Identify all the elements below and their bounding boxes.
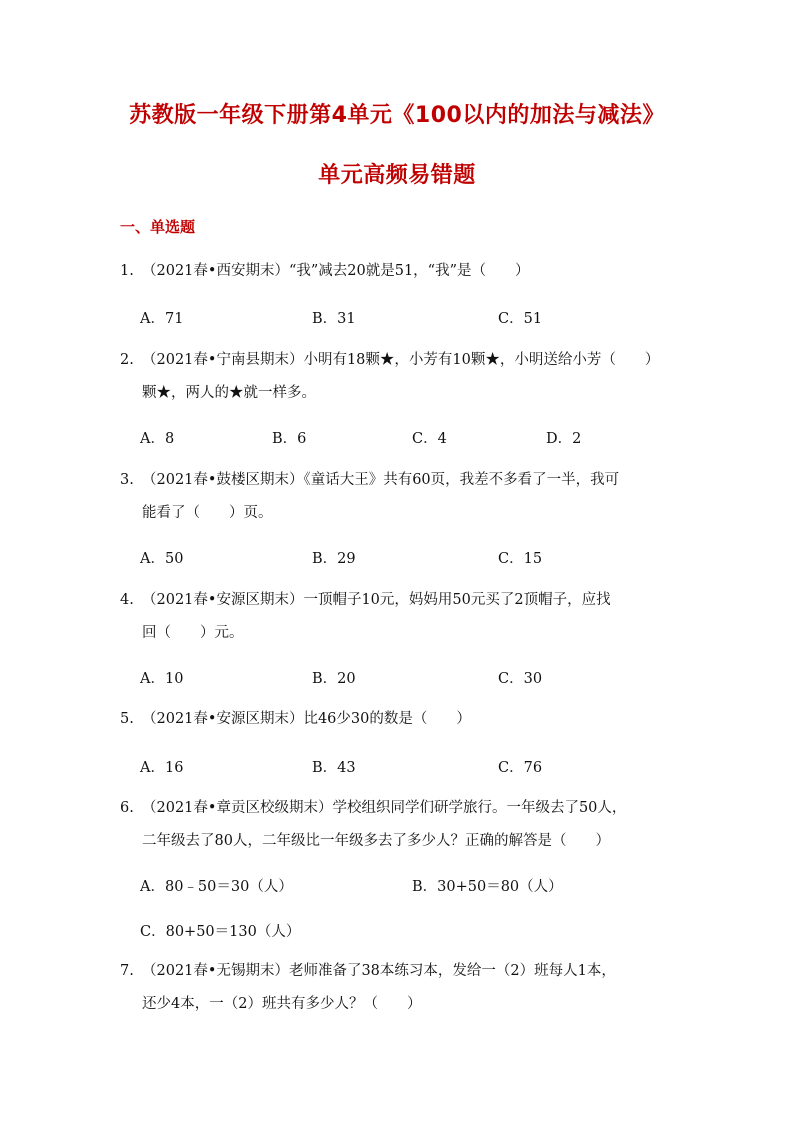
question-text: （2021春•安源区期末）一顶帽子10元，妈妈用50元买了2顶帽子，应找 [142, 592, 611, 608]
option-c: C．76 [498, 760, 543, 776]
question-text: （2021春•安源区期末）比46少30的数是（ ） [142, 711, 471, 727]
question-number: 5. [120, 711, 134, 727]
option-b: B．31 [312, 311, 356, 327]
option-b: B．6 [272, 431, 307, 447]
question-5 [120, 703, 471, 736]
question-text: （2021春•鼓楼区期末）《童话大王》共有60页，我差不多看了一半，我可 [142, 472, 620, 488]
option-c: C．15 [498, 551, 543, 567]
option-a: A．8 [140, 431, 175, 447]
question-7 [120, 955, 616, 1021]
option-c: C．4 [412, 431, 447, 447]
option-b: B．43 [312, 760, 356, 776]
question-text-cont: 能看了（ ）页。 [142, 505, 273, 521]
option-d: D．2 [546, 431, 582, 447]
option-a: A．16 [140, 760, 184, 776]
question-text-cont: 还少4本，一（2）班共有多少人？（ ） [142, 996, 422, 1012]
question-1 [120, 255, 530, 288]
option-b: B．30+50＝80（人） [412, 879, 563, 895]
question-3 [120, 464, 619, 530]
question-6 [120, 792, 626, 858]
document-title: 苏教版一年级下册第4单元《100以内的加法与减法》 [129, 103, 665, 128]
question-number: 2. [120, 352, 134, 368]
question-4 [120, 584, 611, 650]
question-text-cont: 颗★，两人的★就一样多。 [142, 385, 316, 401]
question-number: 1. [120, 263, 134, 279]
question-text: （2021春•无锡期末）老师准备了38本练习本，发给一（2）班每人1本， [142, 963, 616, 979]
question-number: 3. [120, 472, 134, 488]
option-b: B．29 [312, 551, 356, 567]
option-c: C．30 [498, 671, 543, 687]
question-text: （2021春•宁南县期末）小明有18颗★，小芳有10颗★，小明送给小芳（ ） [142, 352, 660, 368]
question-number: 4. [120, 592, 134, 608]
option-a: A．80﹣50＝30（人） [140, 879, 293, 895]
question-text: （2021春•西安期末）“我”减去20就是51，“我”是（ ） [142, 263, 530, 279]
option-b: B．20 [312, 671, 356, 687]
question-text-cont: 回（ ）元。 [142, 625, 244, 641]
question-text-cont: 二年级去了80人，二年级比一年级多去了多少人？正确的解答是（ ） [142, 833, 610, 849]
option-c: C．80+50＝130（人） [140, 924, 301, 940]
option-a: A．10 [140, 671, 184, 687]
option-a: A．50 [140, 551, 184, 567]
document-subtitle: 单元高频易错题 [318, 163, 476, 188]
section-heading: 一、单选题 [120, 218, 196, 236]
question-number: 6. [120, 800, 134, 816]
option-c: C．51 [498, 311, 543, 327]
question-2 [120, 344, 659, 410]
question-number: 7. [120, 963, 134, 979]
option-a: A．71 [140, 311, 184, 327]
question-text: （2021春•章贡区校级期末）学校组织同学们研学旅行。一年级去了50人， [142, 800, 627, 816]
